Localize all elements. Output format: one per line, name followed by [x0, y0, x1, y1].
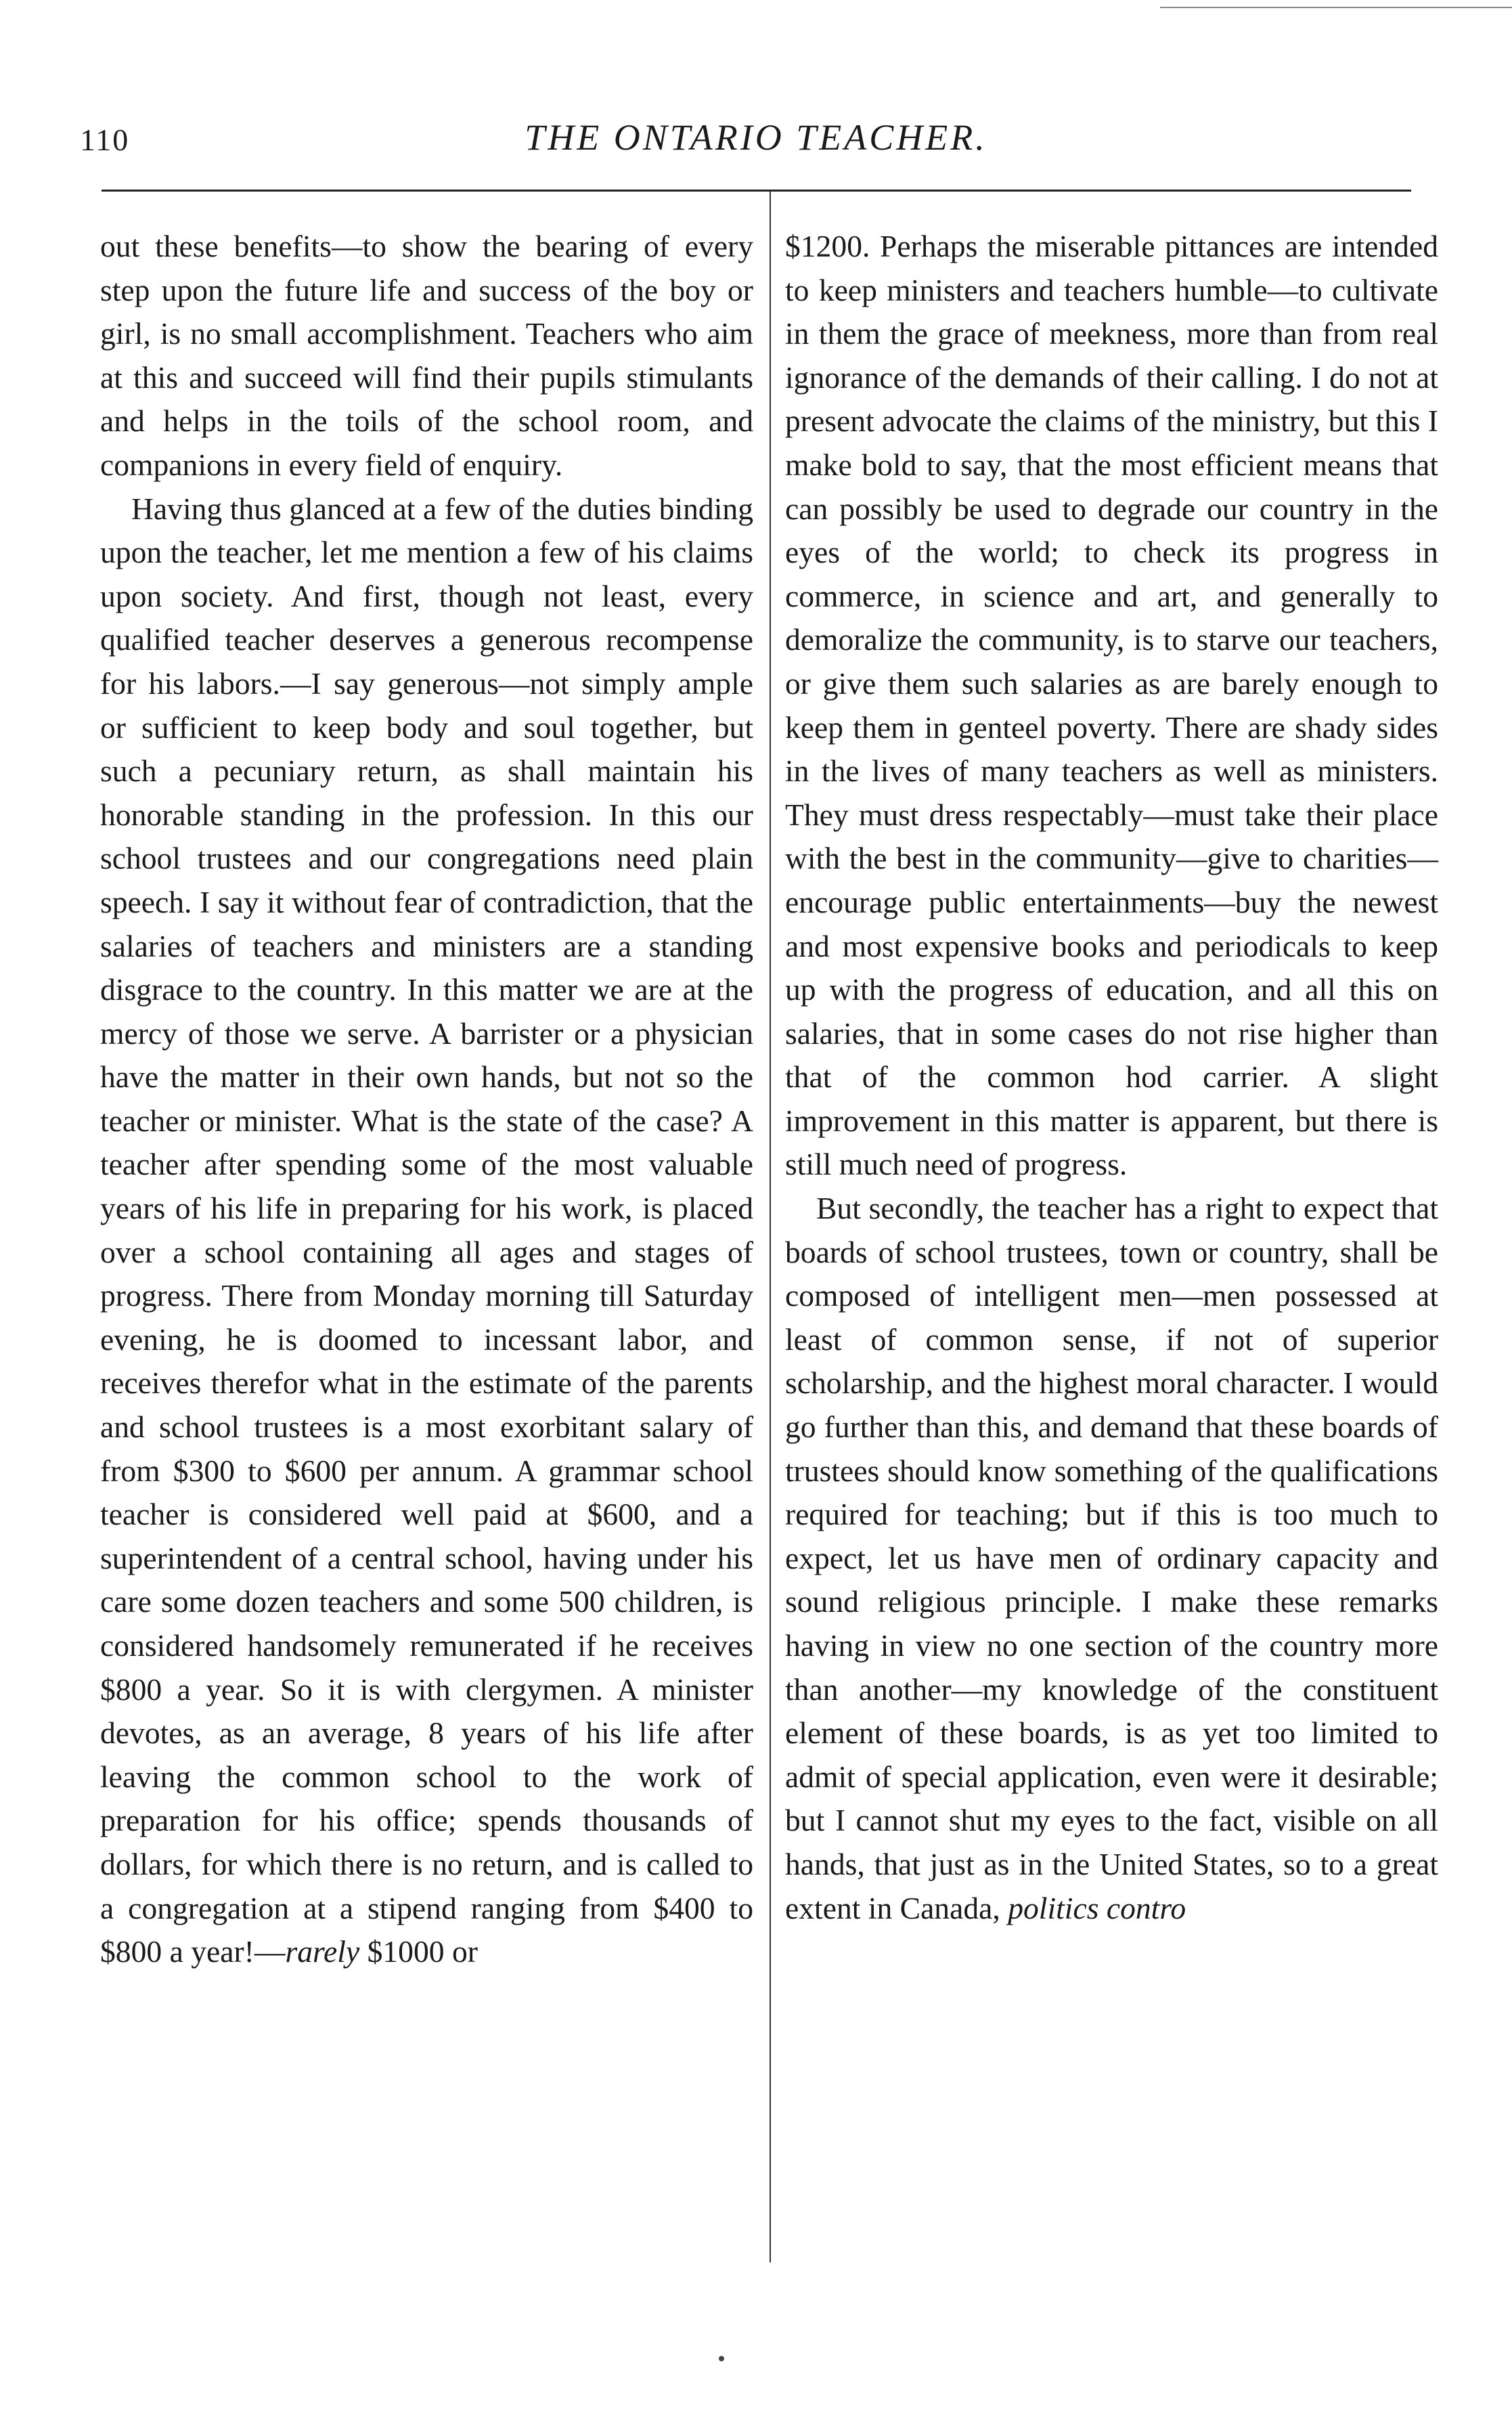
right-paragraph-1: $1200. Perhaps the miserable pittances are intended to keep ministers and teachers humble—to cultivate in them the grace of meekness, more than from real ignorance of the demands of their calling. I do not at present advocate the claims of the ministry, but this I make bold to say, that the most efficient means that can possibly be used to degrade our country in the eyes of the world; to check its progress in commerce, in science and art, and generally to demoralize the community, is to starve our teachers, or give them such salaries as are barely enough to keep them in genteel poverty. There are shady sides in the lives of many teachers as well as ministers. They must dress respectably—must take their place with the best in the community—give to charities—encourage public entertainments—buy the newest and most expensive books and periodicals to keep up with the progress of education, and all this on salaries, that in some cases do not rise higher than that of the common hod carrier. A slight improvement in this matter is apparent, but there is still much need of progress. — [785, 229, 1438, 1182]
left-paragraph-2-text: Having thus glanced at a few of the duties binding upon the teacher, let me mention a few of his claims upon society. And first, though not least, every qualified teacher deserves a generous recompense for his labors.—I say generous—not simply ample or sufficient to keep body and soul together, but such a pecuniary return, as shall maintain his honorable standing in the profession. In this our school trustees and our congregations need plain speech. I say it without fear of contradiction, that the salaries of teachers and ministers are a standing disgrace to the country. In this matter we are at the mercy of those we serve. A barrister or a physician have the matter in their own hands, but not so the teacher or minister. What is the state of the case? A teacher after spending some of the most valuable years of his life in preparing for his work, is placed over a school containing all ages and stages of progress. There from Monday morning till Saturday evening, he is doomed to incessant labor, and receives therefor what in the estimate of the parents and school trustees is a most exorbitant salary of from $300 to $600 per annum. A grammar school teacher is considered well paid at $600, and a superintendent of a central school, having under his care some dozen teachers and some 500 children, is considered handsomely remunerated if he receives $800 a year. So it is with clergymen. A minister devotes, as an average, 8 years of his life after leaving the common school to the work of preparation for his office; spends thousands of dollars, for which there is no return, and is called to a congregation at a stipend ranging from $400 to $800 a year!— — [100, 491, 753, 1969]
column-divider — [770, 191, 771, 2262]
left-paragraph-2-italic: rarely — [285, 1934, 360, 1969]
header-rule — [102, 190, 1411, 192]
page-edge-mark — [1160, 0, 1512, 8]
printer-mark — [719, 2356, 724, 2361]
left-paragraph-2 — [100, 487, 753, 1974]
right-paragraph-2 — [785, 1187, 1438, 1930]
left-paragraph-1: out these benefits—to show the bearing of every step upon the future life and success of the boy or girl, is no small accomplishment. Teachers who aim at this and succeed will find their pupils stimulants and helps in the toils of the school room, and companions in every field of enquiry. — [100, 229, 753, 482]
left-column — [100, 225, 753, 1974]
page-number: 110 — [80, 123, 130, 157]
right-column — [785, 225, 1438, 1930]
running-title: THE ONTARIO TEACHER. — [525, 117, 987, 158]
left-paragraph-2-tail: $1000 or — [359, 1934, 478, 1969]
right-paragraph-2-text: But secondly, the teacher has a right to expect that boards of school trustees, town or country, shall be composed of intelligent men—men possessed at least of common sense, if not of superior scholarship, and the highest moral character. I would go further than this, and demand that these boards of trustees should know something of the qualifications required for teaching; but if this is too much to expect, let us have men of ordinary capacity and sound religious principle. I make these remarks having in view no one section of the country more than another—my knowledge of the constituent element of these boards, is as yet too limited to admit of special application, even were it desirable; but I cannot shut my eyes to the fact, visible on all hands, that just as in the United States, so to a great extent in Canada, — [785, 1191, 1438, 1925]
right-paragraph-2-italic: politics contro — [1008, 1890, 1186, 1925]
